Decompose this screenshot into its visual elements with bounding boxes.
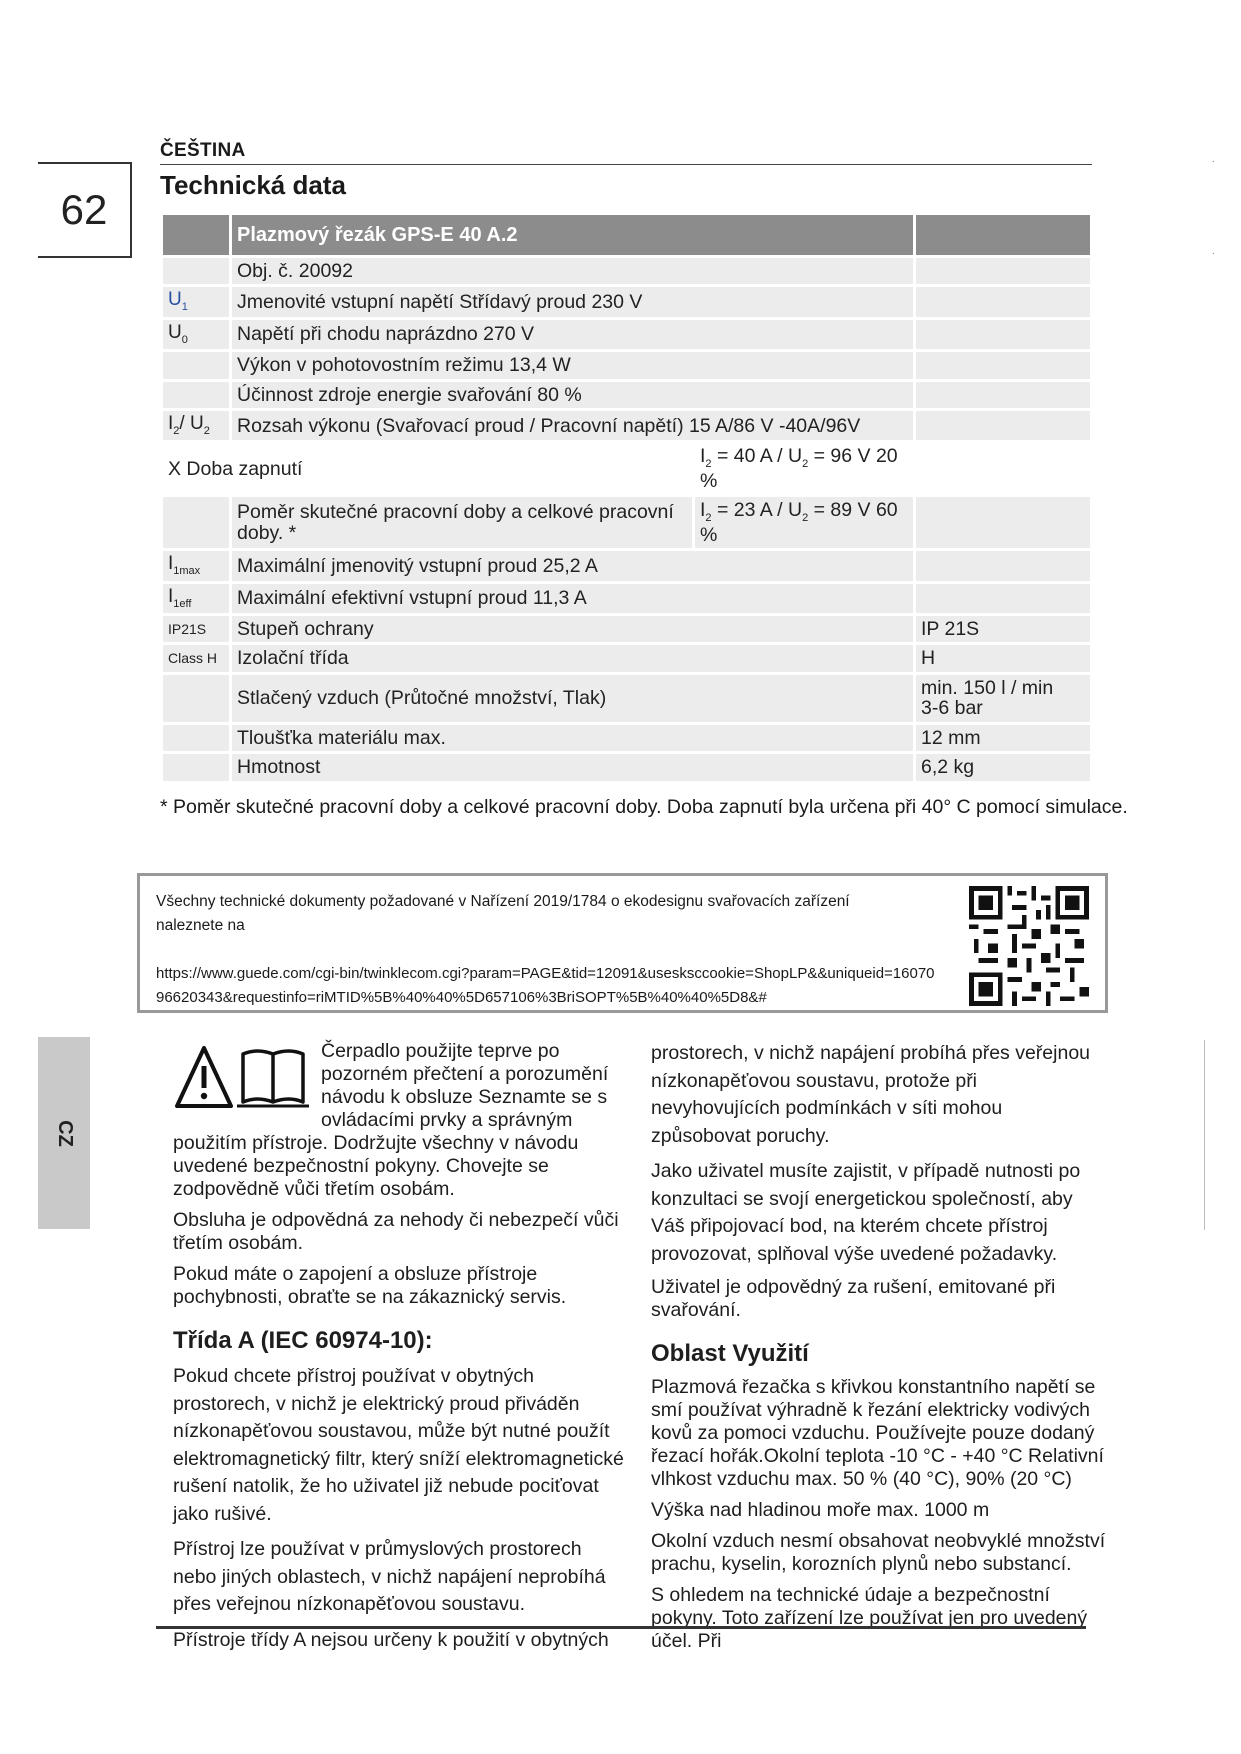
language-label: ČEŠTINA xyxy=(160,140,246,161)
spec-label: Stupeň ochrany xyxy=(232,616,913,642)
paragraph: Okolní vzduch nesmí obsahovat neobvyklé množství prachu, kyselin, korozních plynů nebo substancí. xyxy=(651,1530,1106,1575)
spec-row xyxy=(163,584,1090,613)
spec-value: IP 21S xyxy=(916,616,1090,642)
paragraph: Pokud máte o zapojení a obsluze přístroje pochybnosti, obraťte se na zákaznický servis. xyxy=(173,1263,567,1308)
duty-value-2: $I_2 = 23$ $A / U_2 = 89$ V 60 % xyxy=(695,497,913,548)
spec-header: Plazmový řezák GPS-E 40 A.2 xyxy=(232,215,913,255)
spec-row xyxy=(163,616,1090,642)
paragraph: prostorech, v nichž napájení probíhá přes veřejnou nízkonapěťovou soustavu, protože při nevyhovujících podmínkách v síti mohou způsobovat poruchy. xyxy=(651,1042,1091,1147)
spec-label: Izolační třída xyxy=(232,645,913,671)
u1-symbol: $U_1$ xyxy=(163,287,229,316)
section-title: Technická data xyxy=(160,170,346,200)
spec-row xyxy=(163,411,1090,440)
paragraph: Obsluha je odpovědná za nehody či nebezpečí vůči třetím osobám. xyxy=(173,1209,619,1254)
spec-label: Rozsah výkonu (Svařovací proud / Pracovní napětí) 15 A/86 V -40A/96V xyxy=(232,411,913,440)
i2-u2-symbol: $I_2/$ $U_2$ xyxy=(163,411,229,440)
spec-value: min. 150 l / min 3-6 bar xyxy=(916,675,1090,722)
spec-label: Poměr skutečné pracovní doby a celkové pracovní doby. * xyxy=(232,497,692,548)
spec-value: 6,2 kg xyxy=(916,754,1090,780)
usage-heading: Oblast Využití xyxy=(651,1340,809,1367)
ip-symbol: IP21S xyxy=(163,616,229,642)
spec-label: Výkon v pohotovostním režimu 13,4 W xyxy=(232,352,913,378)
right-column xyxy=(651,1040,1106,1661)
qr-code xyxy=(969,886,1089,1006)
warning-manual-icon xyxy=(173,1044,309,1110)
margin-mark: · xyxy=(1211,248,1215,259)
spec-row xyxy=(163,443,1090,494)
footnote: * Poměr skutečné pracovní doby a celkové pracovní doby. Doba zapnutí byla určena při 40° C pomocí simulace. xyxy=(160,796,1128,818)
class-a-heading: Třída A (IEC 60974-10): xyxy=(173,1327,433,1354)
ecodesign-url[interactable]: https://www.guede.com/cgi-bin/twinklecom.cgi?param=PAGE&tid=12091&usesksccookie=ShopLP&&uniqueid=1607096620343&requestinfo=riMTID%5B%40%40%5D657106%3BriSOPT%5B%40%40%5D8&# xyxy=(156,965,935,1006)
duty-label: X Doba zapnutí xyxy=(163,443,692,494)
u0-symbol: $U_0$ xyxy=(163,320,229,349)
bottom-divider xyxy=(156,1626,1086,1629)
spec-row xyxy=(163,725,1090,751)
paragraph: Plazmová řezačka s křivkou konstantního napětí se smí používat výhradně k řezání elektricky vodivých kovů za pomoci vzduchu. Používejte pouze dodaný řezací hořák.Okolní teplota -10 °C - +40 °C Relativní vlhkost vzduchu max. 50 % (40 °C), 90% (20 °C) xyxy=(651,1376,1104,1490)
paragraph: Výška nad hladinou moře max. 1000 m xyxy=(651,1499,990,1521)
intro-block xyxy=(173,1040,628,1201)
spec-label: Maximální efektivní vstupní proud 11,3 A xyxy=(232,584,913,613)
paragraph: Přístroj lze používat v průmyslových prostorech nebo jiných oblastech, v nichž napájení neprobíhá přes veřejnou nízkonapěťovou soustavu. xyxy=(173,1538,606,1615)
left-column xyxy=(173,1040,628,1662)
margin-line xyxy=(1204,1040,1205,1230)
spec-label: Jmenovité vstupní napětí Střídavý proud 230 V xyxy=(232,287,913,316)
i1eff-symbol: $I_{1eff}$ xyxy=(163,584,229,613)
page-number: 62 xyxy=(38,162,132,258)
paragraph: Přístroje třídy A nejsou určeny k použití v obytných xyxy=(173,1628,609,1651)
duty-value-1: $I_2 = 40$ $A / U_2 = 96$ V 20 % xyxy=(695,443,913,494)
language-tab-label: CZ xyxy=(53,1119,76,1147)
ecodesign-text: Všechny technické dokumenty požadované v Nařízení 2019/1784 o ekodesignu svařovacích zařízení naleznete na xyxy=(156,893,850,934)
header-divider xyxy=(160,164,1092,165)
spec-row xyxy=(163,287,1090,316)
margin-mark: · xyxy=(1211,156,1215,167)
spec-row xyxy=(163,382,1090,408)
paragraph: Pokud chcete přístroj používat v obytných prostorech, v nichž je elektrický proud přiváděn nízkonapěťovou soustavou, může být nutné použít elektromagnetický filtr, který sníží elektromagnetické rušení natolik, že ho uživatel již nebude pociťovat jako rušivé. xyxy=(173,1365,624,1525)
spec-row xyxy=(163,352,1090,378)
spec-table xyxy=(160,212,1093,784)
class-symbol: Class H xyxy=(163,645,229,671)
spec-row xyxy=(163,497,1090,548)
spec-row xyxy=(163,320,1090,349)
spec-row xyxy=(163,675,1090,722)
paragraph: Uživatel je odpovědný za rušení, emitované při svařování. xyxy=(651,1276,1056,1321)
spec-row xyxy=(163,645,1090,671)
intro-text: Čerpadlo použijte teprve po pozorném přečtení a porozumění návodu k obsluze Seznamte se s ovládacími prvky a správným použitím přístroje. Dodržujte všechny v návodu uvedené bezpečnostní pokyny. Chovejte se zodpovědně vůči třetím osobám. xyxy=(173,1040,609,1200)
spec-label: Napětí při chodu naprázdno 270 V xyxy=(232,320,913,349)
spec-header-row xyxy=(163,215,1090,255)
spec-value: H xyxy=(916,645,1090,671)
ecodesign-box xyxy=(137,873,1108,1013)
language-side-tab xyxy=(38,1037,90,1229)
spec-label: Stlačený vzduch (Průtočné množství, Tlak) xyxy=(232,675,913,722)
spec-value: 12 mm xyxy=(916,725,1090,751)
i1max-symbol: $I_{1max}$ xyxy=(163,551,229,580)
paragraph: Jako uživatel musíte zajistit, v případě nutnosti po konzultaci se svojí energetickou společností, aby Váš připojovací bod, na kterém chcete přístroj provozovat, splňoval výše uvedené požadavky. xyxy=(651,1160,1081,1265)
order-number: Obj. č. 20092 xyxy=(232,258,913,284)
spec-label: Maximální jmenovitý vstupní proud 25,2 A xyxy=(232,551,913,580)
paragraph: S ohledem na technické údaje a bezpečnostní pokyny. Toto zařízení lze používat jen pro uvedený účel. Při xyxy=(651,1584,1088,1652)
spec-label: Účinnost zdroje energie svařování 80 % xyxy=(232,382,913,408)
spec-label: Hmotnost xyxy=(232,754,913,780)
spec-label: Tloušťka materiálu max. xyxy=(232,725,913,751)
spec-row xyxy=(163,551,1090,580)
spec-row xyxy=(163,754,1090,780)
spec-row xyxy=(163,258,1090,284)
